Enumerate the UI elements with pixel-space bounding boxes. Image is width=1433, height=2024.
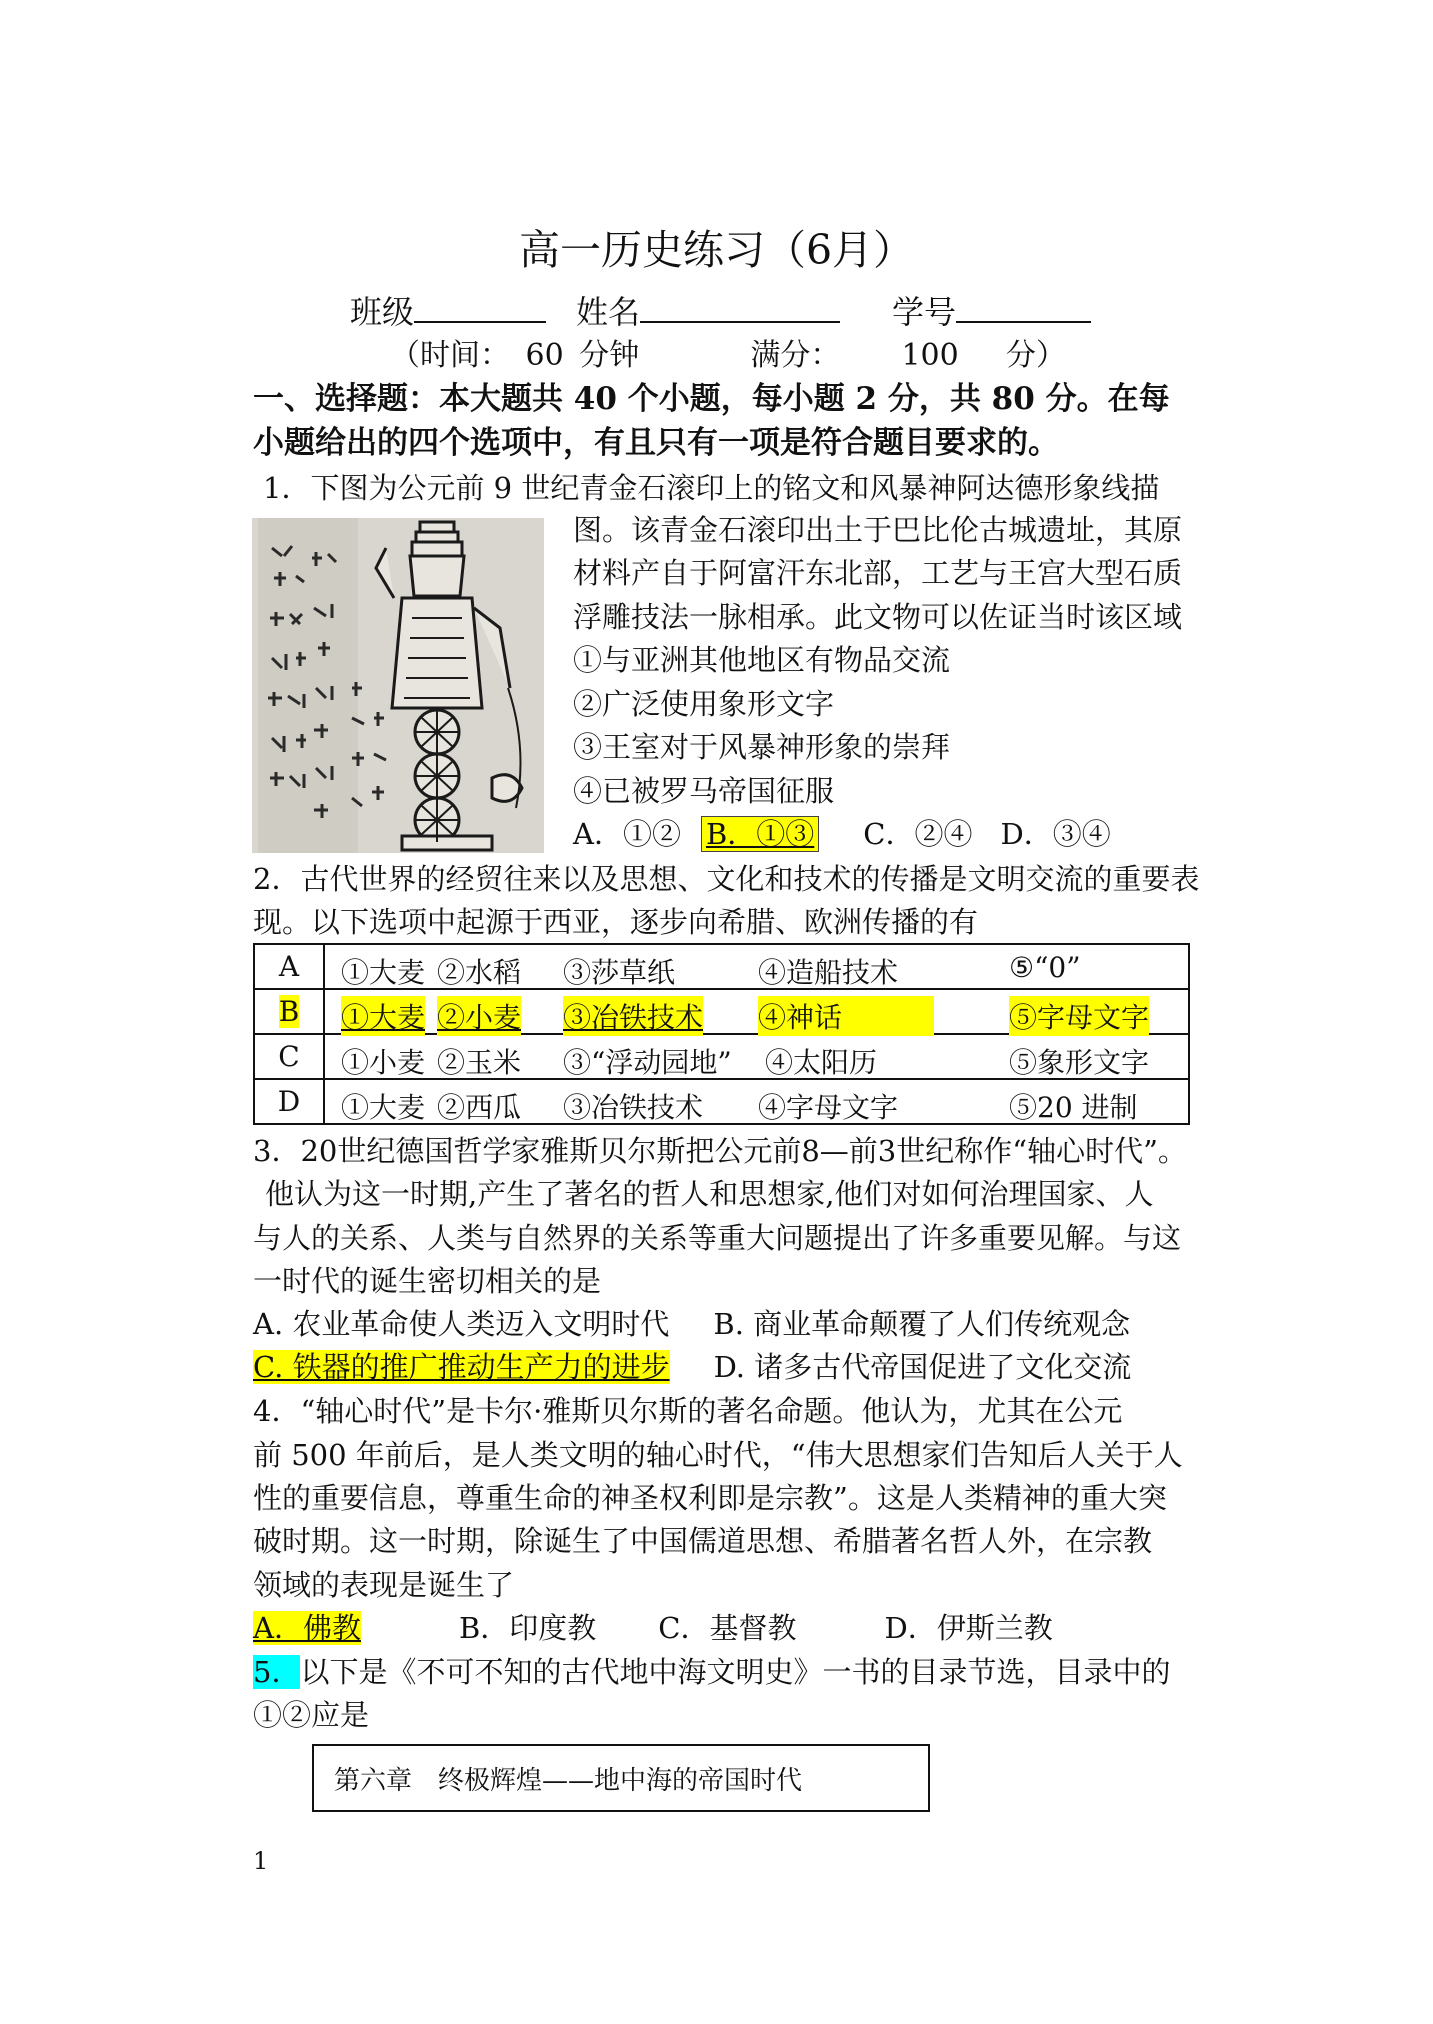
q1-stem-line4: 浮雕技法一脉相承。此文物可以佐证当时该区域 — [573, 600, 1183, 634]
time-value: 60 — [525, 338, 564, 373]
q3-option-d[interactable]: D. 诸多古代帝国促进了文化交流 — [713, 1350, 1132, 1384]
storm-god-adad-drawing-icon — [252, 518, 544, 853]
q1-item4: ④已被罗马帝国征服 — [573, 774, 835, 808]
q1-option-d[interactable]: D．③④ — [1000, 817, 1111, 851]
table-cell: ②小麦 — [437, 996, 521, 1036]
table-cell: ⑤字母文字 — [1009, 996, 1149, 1036]
q2-stem-line1: 2．古代世界的经贸往来以及思想、文化和技术的传播是文明交流的重要表 — [253, 862, 1200, 896]
q1-stem-line1: 1．下图为公元前 9 世纪青金石滚印上的铭文和风暴神阿达德形象线描 — [263, 471, 1160, 505]
table-cell: ③莎草纸 — [563, 956, 676, 989]
table-cell: ⑤“0” — [1009, 951, 1081, 984]
time-unit: 分钟 — [579, 338, 640, 373]
table-cell: ④字母文字 — [758, 1091, 899, 1124]
q2-row-key: D — [254, 1079, 324, 1124]
q1-item3: ③王室对于风暴神形象的崇拜 — [573, 730, 951, 764]
q5-stem-line2: ①②应是 — [253, 1698, 370, 1732]
q3-stem-line1: 3．20世纪德国哲学家雅斯贝尔斯把公元前8—前3世纪称作“轴心时代”。 — [253, 1134, 1187, 1168]
q3-option-b[interactable]: B. 商业革命颠覆了人们传统观念 — [713, 1307, 1131, 1341]
q2-row-key: A — [254, 944, 324, 989]
table-row[interactable] — [254, 1034, 1189, 1079]
q3-stem-line4: 一时代的诞生密切相关的是 — [253, 1264, 602, 1298]
q3-stem-line2: 他认为这一时期,产生了著名的哲人和思想家,他们对如何治理国家、人 — [265, 1177, 1154, 1211]
q5-stem-line1 — [253, 1650, 1193, 1694]
section-heading-line1: 一、选择题：本大题共 40 个小题，每小题 2 分，共 80 分。在每 — [253, 381, 1170, 417]
q2-row-key: B — [278, 995, 300, 1028]
exam-meta — [390, 335, 1066, 377]
cylinder-seal-image — [252, 518, 544, 853]
class-blank[interactable] — [414, 291, 546, 323]
table-cell: ④太阳历 — [765, 1046, 878, 1079]
table-cell: ⑤象形文字 — [1009, 1046, 1150, 1079]
table-row[interactable] — [254, 1079, 1189, 1124]
q5-toc-box — [312, 1744, 930, 1812]
table-cell: ⑤20 进制 — [1009, 1091, 1138, 1124]
q4-option-d[interactable]: D．伊斯兰教 — [884, 1611, 1053, 1645]
q2-row-key: C — [254, 1034, 324, 1079]
q4-stem-line5: 领域的表现是诞生了 — [253, 1568, 515, 1602]
score-unit: 分） — [1005, 338, 1066, 373]
id-label: 学号 — [892, 293, 957, 331]
q4-option-c[interactable]: C．基督教 — [658, 1611, 797, 1645]
q4-stem-line2: 前 500 年前后，是人类文明的轴心时代，“伟大思想家们告知后人关于人 — [253, 1438, 1183, 1472]
table-cell: ③冶铁技术 — [563, 996, 703, 1036]
q2-options-table — [253, 943, 1190, 1125]
q1-option-a[interactable]: A．①② — [573, 817, 681, 851]
toc-entry: 第六章 终极辉煌——地中海的帝国时代 — [334, 1766, 803, 1796]
table-row[interactable] — [254, 989, 1189, 1034]
q3-option-a[interactable]: A. 农业革命使人类迈入文明时代 — [253, 1307, 670, 1341]
table-cell: ①大麦 — [341, 996, 425, 1036]
table-cell: ④造船技术 — [758, 956, 899, 989]
table-row[interactable] — [254, 944, 1189, 989]
q5-stem-text: 以下是《不可不知的古代地中海文明史》一书的目录节选，目录中的 — [300, 1655, 1171, 1689]
table-cell: ③“浮动园地” — [563, 1046, 732, 1079]
q3-option-c-highlighted[interactable]: C. 铁器的推广推动生产力的进步 — [253, 1350, 670, 1384]
q5-number-highlighted: 5． — [253, 1655, 301, 1689]
q4-stem-line4: 破时期。这一时期，除诞生了中国儒道思想、希腊著名哲人外，在宗教 — [253, 1524, 1153, 1558]
q1-options — [573, 813, 1203, 857]
class-label: 班级 — [350, 293, 415, 331]
table-cell: ①大麦 — [341, 956, 426, 989]
q4-options — [253, 1606, 1193, 1650]
q3-options-row1 — [253, 1302, 1193, 1346]
q4-stem-line1: 4．“轴心时代”是卡尔·雅斯贝尔斯的著名命题。他认为，尤其在公元 — [253, 1394, 1123, 1428]
time-label: （时间： — [390, 338, 510, 373]
table-cell: ①大麦 — [341, 1091, 426, 1124]
q1-item1: ①与亚洲其他地区有物品交流 — [573, 643, 951, 677]
table-cell: ①小麦 — [341, 1046, 426, 1079]
table-cell: ④神话 — [758, 996, 934, 1036]
page-number: 1 — [253, 1847, 269, 1875]
q1-item2: ②广泛使用象形文字 — [573, 687, 835, 721]
q4-option-a-highlighted[interactable]: A．佛教 — [253, 1611, 361, 1645]
q1-stem-line2: 图。该青金石滚印出土于巴比伦古城遗址，其原 — [573, 513, 1183, 547]
name-blank[interactable] — [640, 291, 840, 323]
table-cell: ②水稻 — [437, 956, 522, 989]
q1-stem-line3: 材料产自于阿富汗东北部，工艺与王宫大型石质 — [573, 556, 1183, 590]
q4-stem-line3: 性的重要信息，尊重生命的神圣权利即是宗教”。这是人类精神的重大突 — [253, 1481, 1167, 1515]
table-cell: ②西瓜 — [437, 1091, 522, 1124]
q2-stem-line2: 现。以下选项中起源于西亚，逐步向希腊、欧洲传播的有 — [253, 905, 979, 939]
score-label: 满分： — [750, 338, 841, 373]
name-label: 姓名 — [576, 293, 641, 331]
q1-option-b-highlighted[interactable]: B．①③ — [701, 816, 819, 852]
q3-stem-line3: 与人的关系、人类与自然界的关系等重大问题提出了许多重要见解。与这 — [253, 1221, 1182, 1255]
table-cell: ③冶铁技术 — [563, 1091, 704, 1124]
q1-option-c[interactable]: C．②④ — [863, 817, 973, 851]
id-blank[interactable] — [956, 291, 1091, 323]
section-heading-line2: 小题给出的四个选项中，有且只有一项是符合题目要求的。 — [253, 425, 1059, 461]
table-cell: ②玉米 — [437, 1046, 522, 1079]
q3-options-row2 — [253, 1345, 1193, 1389]
page-title: 高一历史练习（6月） — [518, 226, 915, 274]
student-info-line — [350, 290, 1250, 334]
q4-option-b[interactable]: B．印度教 — [458, 1611, 597, 1645]
score-value: 100 — [901, 338, 959, 373]
